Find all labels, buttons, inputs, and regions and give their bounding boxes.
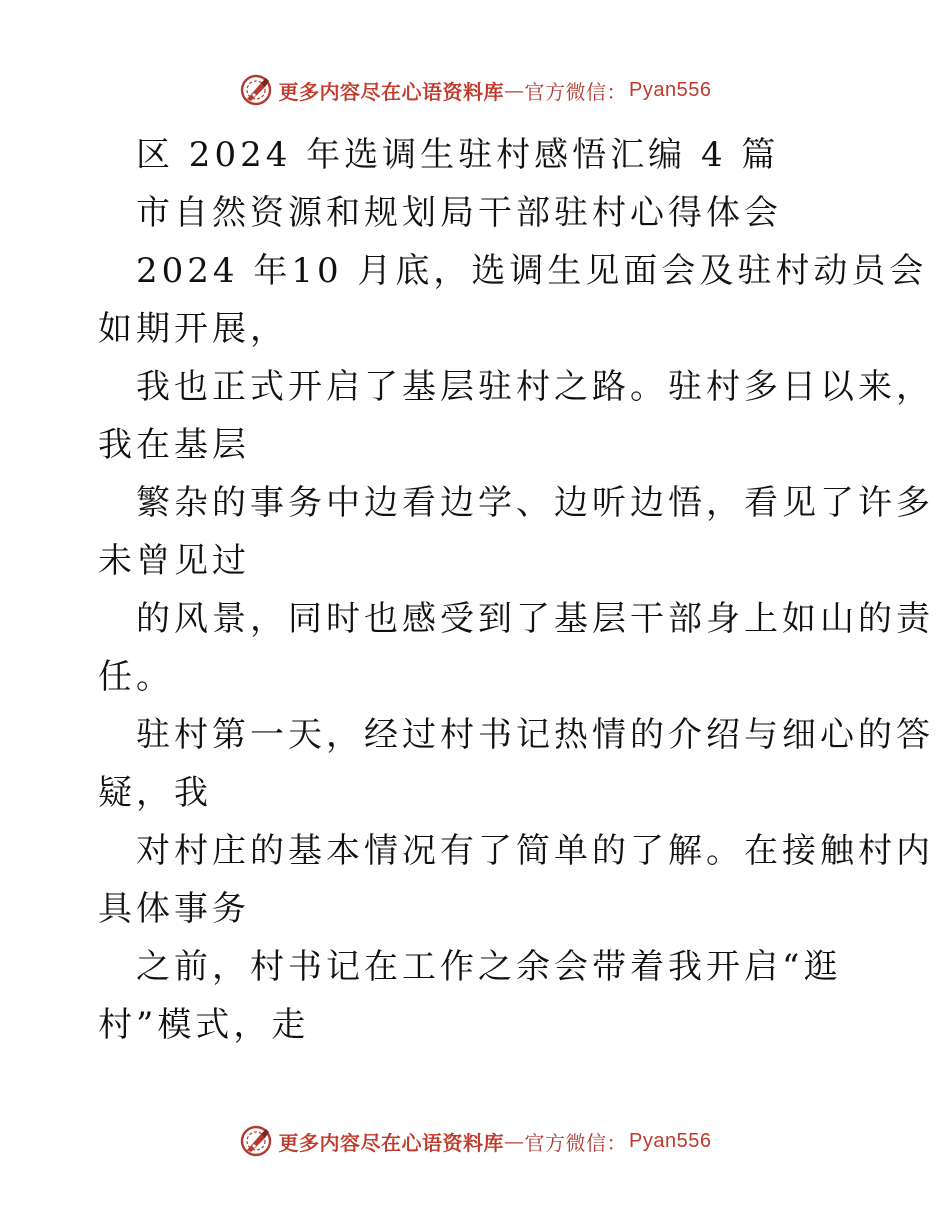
banner-wechat-label: 官方微信：: [524, 79, 628, 104]
paragraph-line: 繁杂的事务中边看边学、边听边悟，看见了许多: [136, 483, 934, 523]
document-title: 区 2024 年选调生驻村感悟汇编 4 篇: [136, 135, 780, 175]
paragraph-line: 我也正式开启了基层驻村之路。驻村多日以来，: [136, 367, 934, 407]
banner-wechat-label: 官方微信：: [524, 1130, 628, 1155]
banner-separator: —: [504, 78, 525, 102]
paragraph-line: 驻村第一天，经过村书记热情的介绍与细心的答: [136, 715, 934, 755]
document-body: [98, 126, 934, 1054]
paragraph-line: 村”模式，走: [98, 1005, 310, 1045]
paragraph-line: 对村庄的基本情况有了简单的了解。在接触村内: [136, 831, 934, 871]
paragraph-line: 之前，村书记在工作之余会带着我开启“逛: [136, 947, 842, 987]
paragraph-line: 未曾见过: [98, 541, 250, 581]
banner-wechat-account: Pyan556: [629, 1129, 712, 1152]
paragraph-line: 具体事务: [98, 889, 250, 929]
paragraph-line: 我在基层: [98, 425, 250, 465]
document-subtitle: 市自然资源和规划局干部驻村心得体会: [136, 193, 782, 233]
footer-banner: [0, 1121, 950, 1161]
pen-nib-logo-icon: [239, 73, 273, 107]
banner-main-text: 更多内容尽在心语资料库: [278, 1130, 505, 1155]
paragraph-line: 的风景，同时也感受到了基层干部身上如山的责: [136, 599, 934, 639]
banner-wechat-account: Pyan556: [629, 78, 712, 101]
paragraph-line: 疑，我: [98, 773, 212, 813]
banner-main-text: 更多内容尽在心语资料库: [278, 79, 505, 104]
banner-separator: —: [504, 1129, 525, 1153]
header-banner: [0, 70, 950, 110]
paragraph-line: 任。: [98, 657, 174, 697]
pen-nib-logo-icon: [239, 1124, 273, 1158]
paragraph-line: 如期开展，: [98, 309, 288, 349]
paragraph-line: 2024 年10 月底，选调生见面会及驻村动员会: [136, 251, 928, 291]
